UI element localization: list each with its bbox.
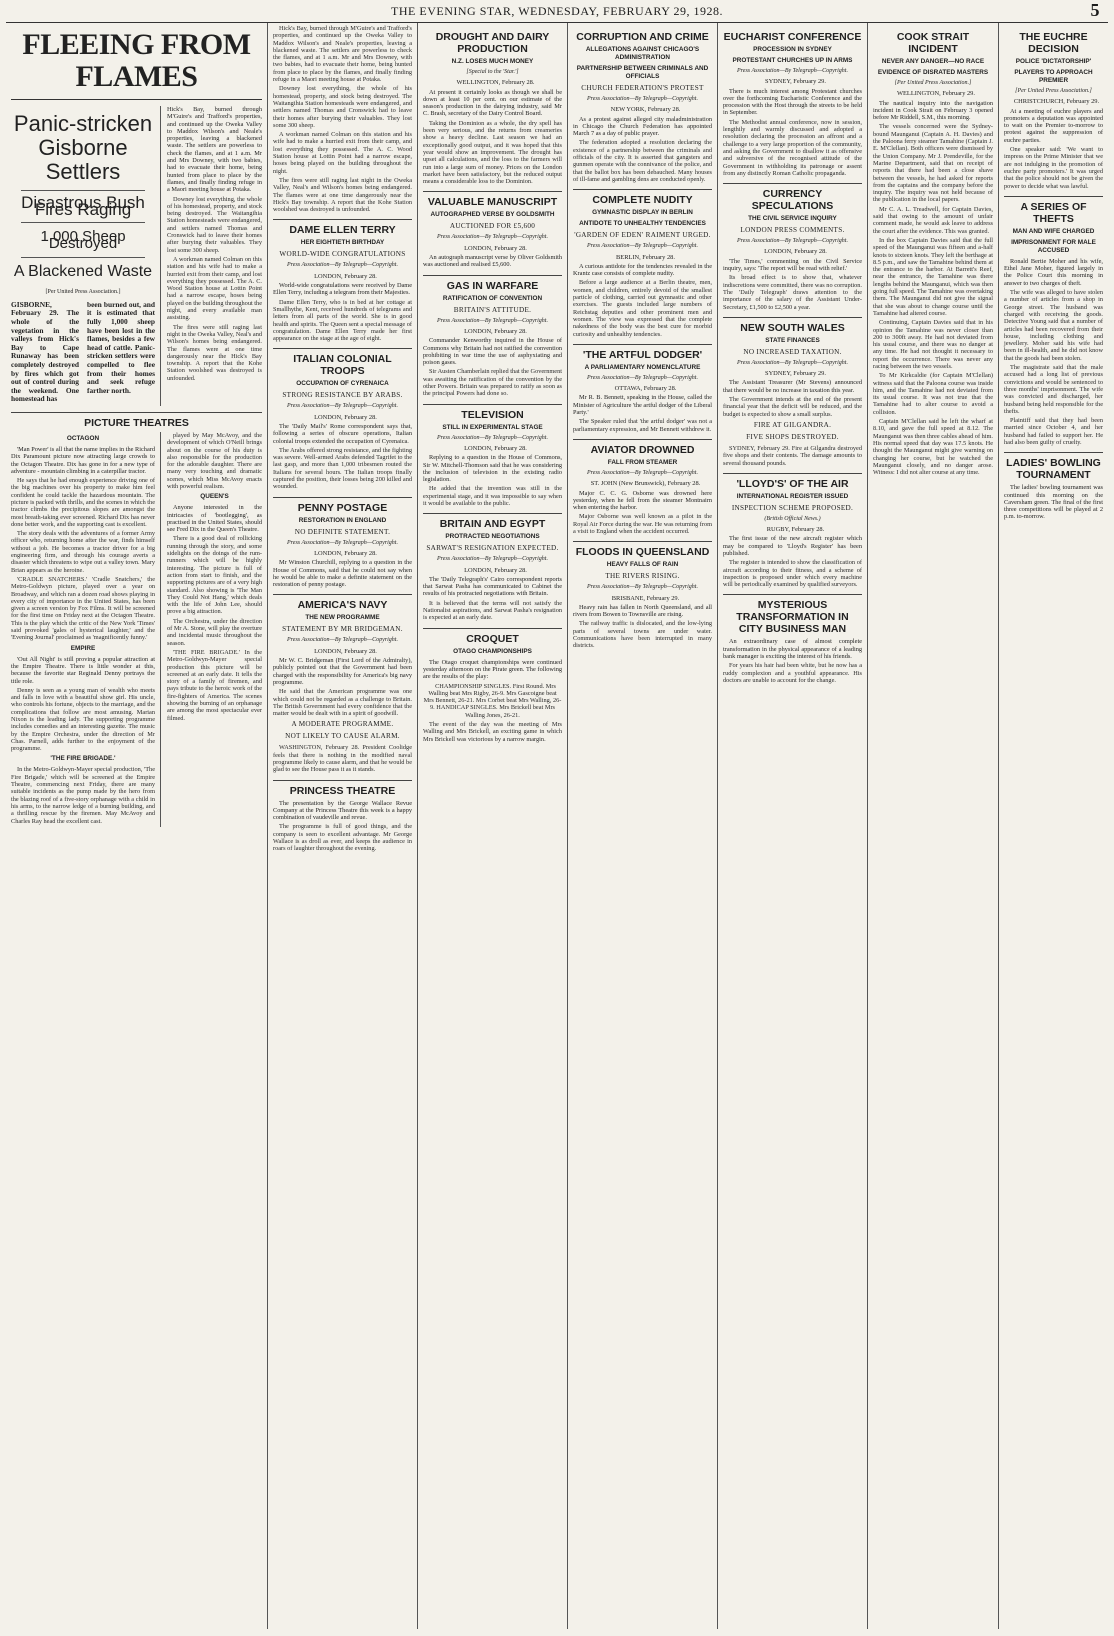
thefts-body: Ronald Bertie Moher and his wife, Ethel Jane Moher, figured largely in the Police Court this morning in answer to two charges of theft.	[1004, 257, 1103, 287]
princess-heading: PRINCESS THEATRE	[273, 780, 412, 797]
television-body: Replying to a question in the House of Commons, Sir W. Mitchell-Thomson said that he was considering the inclusion of television in the existing radio legislation.	[423, 454, 562, 484]
navy-body: Mr W. C. Bridgeman (First Lord of the Admiralty), publicly pointed out that the Government had been charged with the responsibility for America's big navy programme.	[273, 657, 412, 686]
navy-sub: THE NEW PROGRAMME	[305, 614, 380, 622]
dodger-body: Mr R. B. Bennett, speaking in the House, called the Minister of Agriculture 'the artful dodger of the Liberal Party.'	[573, 394, 712, 417]
nsw-sub2: NO INCREASED TAXATION.	[743, 347, 842, 356]
italian-body: The 'Daily Mail's' Rome correspondent says that, following a series of obscure operations, Italian colonial troops extended the occupation of Cyrenaica.	[273, 422, 412, 445]
navy-sub3: A MODERATE PROGRAMME.	[291, 720, 394, 729]
eucharist-heading: EUCHARIST CONFERENCE	[723, 31, 862, 43]
column-7: THE EUCHRE DECISION POLICE 'DICTATORSHIP' PLAYERS TO APPROACH PREMIER [Per United Press Association.] CHRISTCHURCH, February 29. At a meeting of euchre players and promoters a deputation was appointed to wait on the Premier to-morrow to protest against the suppression of euchre parties. One speaker said: 'We want to impress on the Prime Minister that we are not indulging in the promotion of euchre party promoters.' It was urged that the police should not be given the power to decide what was lawful. A SERIES OF THEFTS MAN AND WIFE CHARGED IMPRISONMENT FOR MALE ACCUSED Ronald Bertie Moher and his wife, Ethel Jane Moher, figured largely in the Police Court this morning in answer to two charges of theft. The wife was alleged to have stolen a number of articles from a shop in George street. The husband was charged with receiving the goods. Detective Young said that a number of articles had been recovered from their house, including clothing and jewellery. Moher said his wife had been in ill-health, and he did not know that the goods had been stolen. The magistrate said that the male accused had a long list of previous convictions and would be sentenced to three months' imprisonment. The wife was convicted and discharged, her husband being held responsible for the thefts. Plaintiff said that they had been married since October 4, and her husband had failed to support her. He had also been guilty of cruelty. LADIES' BOWLING TOURNAMENT The ladies' bowling tournament was continued this morning on the Caversham green. The final of the first three competitions will be played at 2 p.m. to-morrow.	[1004, 31, 1103, 521]
penny-sub2: NO DEFINITE STATEMENT.	[294, 527, 391, 536]
nudity-dateline: BERLIN, February 28.	[616, 253, 675, 261]
television-sub: STILL IN EXPERIMENTAL STAGE	[442, 423, 543, 431]
egypt-body: The 'Daily Telegraph's' Cairo correspondent reports that Sarwat Pasha has communicated to Cabinet the results of his protracted negotiations with Britain.	[423, 575, 562, 598]
euchre-sub2: PLAYERS TO APPROACH PREMIER	[1014, 69, 1093, 84]
penny-dateline: LONDON, February 28.	[314, 549, 377, 557]
gas-body: Commander Kenworthy inquired in the House of Commons why Britain had not ratified the convention prohibiting in war time the use of asphyxiating and poison gases.	[423, 337, 562, 367]
lloyds-sub2: INSPECTION SCHEME PROPOSED.	[731, 503, 854, 512]
corruption-sub2: PARTNERSHIP BETWEEN CRIMINALS AND OFFICIALS	[576, 65, 709, 80]
nsw-sub: STATE FINANCES	[765, 336, 820, 344]
mysterious-body: An extraordinary case of almost complete transformation in the physical appearance of a leading bank manager is exciting the interest of his friends.	[723, 638, 862, 661]
euchre-dateline: CHRISTCHURCH, February 29.	[1013, 98, 1100, 106]
terry-sub2: WORLD-WIDE CONGRATULATIONS	[279, 250, 406, 259]
column-fire-theatres: FLEEING FROM FLAMES Panic-stricken Gisborne Settlers Disastrous Bush Fires Raging 1,000 Sheep Destroyed A Blackened Waste [Per United Press Association.] GISBORNE, February 29. The whole of the vegetation in the valleys from Hick's Bay to Cape Runaway has been completely destroyed by fires which got out of control during the weekend. One homestead has been burned out, and it is estimated that fully 1,000 sheep have been lost in the flames, besides a few head of cattle. Panic-stricken settlers were compelled to flee from their homes and seek refuge farther north. Hick's Bay, burned through M'Guire's and Trafford's properties, and continued up the Oweka Valley to Maddox Wilson's and Neale's properties, leaving a blackened waste. The settlers are powerless to check the flames, and at 1 a.m. Mr and Mrs Downey, with two babies, had to evacuate their home, being hunted from place to place by the flames, and finally finding refuge in a Maori meeting house at Potaka. Downey lost everything, the whole of his homestead, property, and stock being destroyed. The Waitangihia Station homesteads were endangered, and settlers named Thomas and Cronswick had to leave their homes after burying their valuables. They lost some 300 sheep. A workman named Colman on this station and his wife had to make a hurried exit from their camp, and lost everything they possessed. The A. C. Wood Station house at Lottin Point had a narrow escape, hoses being played on the building throughout the night, and every available man assisting. The fires were still raging last night in the Oweka Valley, Neal's and Wilson's homes being endangered. The flames were at one time dangerously near the Hick's Bay township. A report that the Kohe Station woolshed was destroyed is unfounded. PICTURE THEATRES OCTAGON 'Man Power' is all that the name implies in the Richard Dix Paramount picture now attracting large crowds to the Octagon Theatre. Dix has gone in for a new type of adventure - mountain climbing in a caterpillar tractor. He says that he had enough experience driving one of the big machines over his property to make him feel confident he could tackle the hazardous mountain. The picture is packed with thrills, and the scenes in which the tractor climbs the precipitous slopes are amongst the most breath-taking ever screened. Richard Dix has never done better work, and the supporting cast is excellent. The story deals with the adventures of a former Army officer who, returning home after the war, finds himself without a job. He becomes a tractor driver for a big engineering firm, and through his courage averts a disaster which threatens to wipe out a valley town. Mary Brian appears as the heroine. 'CRADLE SNATCHERS.' 'Cradle Snatchers,' the Metro-Goldwyn picture, played over a year on Broadway, and which ran a dozen road shows playing in every city of importance in the United States, has been given a screen version by Fox Films. It will be screened for the first time on Friday next at the Octagon Theatre. This is the play which the critic of the New York 'Times' said provoked 'gales of hysterical laughter,' and the 'Evening Journal' proclaimed as 'magnificently funny.' EMPIRE 'Out All Night' is still proving a popular attraction at the Empire Theatre. There is little wonder at this, because the favorite star Reginald Denny portrays the title role. Denny is seen as a young man of wealth who meets and falls in love with a beautiful show girl. His uncle, who controls his fortune, objects to the marriage, and the complications that follow are most amusing. Marian Nixon is the leading lady. The supporting programme includes comedies and an interesting gazette. The music by the Empire Orchestra, under the direction of Mr Chas. Parnell, adds further to the enjoyment of the programme. 'THE FIRE BRIGADE.' In the Metro-Goldwyn-Mayer special production, 'The Fire Brigade,' which will be screened at the Empire Theatre, commencing next Friday, there are many suitable incidents as the pump made by the hero from the blazing roof of a five-story orphanage with a child in his arms, to the narrow ledge of a burning building, and a thrilling rescue by the firemen. May McAvoy and Charles Ray head the excellent cast. played by May McAvoy, and the development of which O'Neill brings about on the course of his duty is also responsible for the production for the adorable daughter. There are many very touching and dramatic scenes, which Miss McAvoy enacts with powerful realism. QUEEN'S Anyone interested in the intricacies of 'bootlegging', as practised in the United States, should see Fred Dix in the Queen's Theatre. There is a good deal of rollicking running through the story, and some sidelights on the doings of the rum-runners which will be highly interesting. The picture is full of action from start to finish, and the supporting pictures are of a very high standard. Also showing is 'The Man They Could Not Hang,' which deals with the life of John Lee, should prove a big attraction. The Orchestra, under the direction of Mr A. Stone, will play the overture and incidental music throughout the season. 'THE FIRE BRIGADE.' In the Metro-Goldwyn-Mayer special production this picture will be screened at an early date. It tells the story of a family of firemen, and pays tribute to the heroic work of the fire-fighters of America. The scenes showing the burning of an orphanage are among the most spectacular ever filmed.	[6, 23, 268, 1629]
terry-heading: DAME ELLEN TERRY	[273, 219, 412, 236]
euchre-heading: THE EUCHRE DECISION	[1019, 31, 1088, 55]
floods-dateline: BRISBANE, February 29.	[611, 594, 680, 602]
eucharist-sub: PROCESSION IN SYDNEY	[753, 46, 832, 53]
cook-dateline: WELLINGTON, February 29.	[897, 90, 975, 98]
egypt-sub: PROTRACTED NEGOTIATIONS	[445, 533, 540, 541]
manuscript-sub2: AUCTIONED FOR £5,600	[449, 222, 536, 231]
theatre-empire: EMPIRE	[70, 644, 96, 652]
fire-deck-1: Panic-stricken Gisborne Settlers	[13, 111, 153, 184]
main-headline: FLEEING FROM FLAMES	[11, 29, 262, 100]
italian-dateline: LONDON, February 28.	[314, 413, 377, 421]
page-number: 5	[1090, 0, 1100, 20]
masthead-title: THE EVENING STAR, WEDNESDAY, FEBRUARY 29, 1928.	[391, 4, 723, 18]
italian-heading: ITALIAN COLONIAL TROOPS	[273, 348, 412, 377]
fire-deck-4: A Blackened Waste	[13, 263, 153, 281]
nudity-sub2: ANTIDOTE TO UNHEALTHY TENDENCIES	[579, 220, 706, 228]
egypt-dateline: LONDON, February 28.	[464, 566, 527, 574]
gas-sub: RATIFICATION OF CONVENTION	[442, 294, 543, 302]
nsw-fire-sub: FIVE SHOPS DESTROYED.	[746, 432, 839, 441]
column-3: DROUGHT AND DAIRY PRODUCTION N.Z. LOSES MUCH MONEY [Special to the 'Star.'] WELLINGTON, February 28. At present it certainly looks as though we shall be down at least 10 per cent. on our estimate of the season's production in the dairying industry, said Mr C. Brash, secretary of the Dairy Control Board. Taking the Dominion as a whole, the dry spell has been very serious, and the returns from creameries show a heavy decline. Last season we had an exceptionally good output, and it was hoped that this year would show an improvement. The drought has upset all calculations, and the loss to the farmers will run into a large sum of money. Prices on the London market have been satisfactory, but the reduced output means a considerable loss to the Dominion. VALUABLE MANUSCRIPT AUTOGRAPHED VERSE BY GOLDSMITH AUCTIONED FOR £5,600 Press Association—By Telegraph—Copyright. LONDON, February 28. An autograph manuscript verse by Oliver Goldsmith was auctioned and realised £5,600. GAS IN WARFARE RATIFICATION OF CONVENTION BRITAIN'S ATTITUDE. Press Association—By Telegraph—Copyright. LONDON, February 28. Commander Kenworthy inquired in the House of Commons why Britain had not ratified the convention prohibiting in war time the use of asphyxiating and poison gases. Sir Austen Chamberlain replied that the Government was awaiting the ratification of the convention by the other Powers. Britain was prepared to ratify as soon as the principal Powers had done so. TELEVISION STILL IN EXPERIMENTAL STAGE Press Association—By Telegraph—Copyright. LONDON, February 28. Replying to a question in the House of Commons, Sir W. Mitchell-Thomson said that he was considering the inclusion of television in the existing radio legislation. He added that the invention was still in the experimental stage, and it was impossible to say when it would be available to the public. BRITAIN AND EGYPT PROTRACTED NEGOTIATIONS SARWAT'S RESIGNATION EXPECTED. Press Association—By Telegraph—Copyright. LONDON, February 28. The 'Daily Telegraph's' Cairo correspondent reports that Sarwat Pasha has communicated to Cabinet the results of his protracted negotiations with Britain. It is believed that the terms will not satisfy the Nationalist aspirations, and Sarwat Pasha's resignation is expected at an early date. CROQUET OTAGO CHAMPIONSHIPS The Otago croquet championships were continued yesterday afternoon on the Pirate green. The following are the results of the play: CHAMPIONSHIP SINGLES. First Round. Mrs Walling beat Mrs Rigby, 26-9. Mrs Gascoigne beat Mrs Bennett, 26-21. Mrs Corbet beat Mrs Walling, 26-9. HANDICAP SINGLES. Mrs Brickell beat Mrs Walling Jones, 26-21. The event of the day was the meeting of Mrs Walling and Mrs Brickell, an exciting game in which Mrs Brickell was victorious by a narrow margin.	[418, 23, 568, 1629]
television-heading: TELEVISION	[423, 404, 562, 421]
nudity-body: A curious antidote for the tendencies revealed in the Krantz case consists of complete nudity.	[573, 262, 712, 278]
masthead	[6, 0, 1108, 23]
corruption-sub: ALLEGATIONS AGAINST CHICAGO'S ADMINISTRATION	[585, 46, 700, 61]
croquet-heading: CROQUET	[423, 628, 562, 645]
dodger-heading: 'THE ARTFUL DODGER'	[573, 344, 712, 361]
currency-sub2: LONDON PRESS COMMENTS.	[740, 226, 845, 235]
dodger-sub: A PARLIAMENTARY NOMENCLATURE	[584, 363, 701, 371]
cook-sub2: EVIDENCE OF DISRATED MASTERS	[877, 69, 989, 76]
egypt-sub2: SARWAT'S RESIGNATION EXPECTED.	[426, 544, 559, 553]
gas-dateline: LONDON, February 28.	[464, 327, 527, 335]
mysterious-heading: MYSTERIOUS TRANSFORMATION IN CITY BUSINESS MAN	[723, 594, 862, 635]
column-2: Hick's Bay, burned through M'Guire's and Trafford's properties, and continued up the Oweka Valley to Maddox Wilson's and Neale's properties, leaving a blackened waste. The settlers are powerless to check the flames, and at 1 a.m. Mr and Mrs Downey, with two babies, had to evacuate their home, being hunted from place to place by the flames, and finally finding refuge in a Maori meeting house at Potaka. Downey lost everything, the whole of his homestead, property, and stock being destroyed. The Waitangihia Station homesteads were endangered, and settlers named Thomas and Cronswick had to leave their homes after burying their valuables. They lost some 300 sheep. A workman named Colman on this station and his wife had to make a hurried exit from their camp, and lost everything they possessed. The A. C. Wood Station house at Lottin Point had a narrow escape, hoses being played on the building throughout the night. The fires were still raging last night in the Oweka Valley, Neal's and Wilson's homes being endangered. The flames were at one time dangerously near the Hick's Bay township. A report that the Kohe Station woolshed was destroyed is unfounded. DAME ELLEN TERRY HER EIGHTIETH BIRTHDAY WORLD-WIDE CONGRATULATIONS Press Association—By Telegraph—Copyright. LONDON, February 28. World-wide congratulations were received by Dame Ellen Terry, including a telegram from their Majesties. Dame Ellen Terry, who is in bed at her cottage at Smallhythe, Kent, received hundreds of telegrams and letters from all parts of the world. She is in good health and spirits. The Queen sent a special message of congratulation. Dame Ellen Terry made her first appearance on the stage at the age of eight. ITALIAN COLONIAL TROOPS OCCUPATION OF CYRENAICA STRONG RESISTANCE BY ARABS. Press Association—By Telegraph—Copyright. LONDON, February 28. The 'Daily Mail's' Rome correspondent says that, following a series of obscure operations, Italian colonial troops extended the occupation of Cyrenaica. The Arabs offered strong resistance, and the fighting was severe. Well-armed Arabs defended Tagrifet to the last gasp, and more than 1,000 tribesmen routed the Italians for several hours. The Italian troops finally captured the position, their losses being 200 killed and wounded. PENNY POSTAGE RESTORATION IN ENGLAND NO DEFINITE STATEMENT. Press Association—By Telegraph—Copyright. LONDON, February 28. Mr Winston Churchill, replying to a question in the House of Commons, said that he could not say when he would be able to make a definite statement on the restoration of penny postage. AMERICA'S NAVY THE NEW PROGRAMME STATEMENT BY MR BRIDGEMAN. Press Association—By Telegraph—Copyright. LONDON, February 28. Mr W. C. Bridgeman (First Lord of the Admiralty), publicly pointed out that the Government had been charged with the responsibility for America's big navy programme. He said that the American programme was one which could not be regarded as a challenge to Britain. The British Government had every confidence that the matter would be dealt with in a spirit of goodwill. A MODERATE PROGRAMME. NOT LIKELY TO CAUSE ALARM. WASHINGTON, February 28. President Coolidge feels that there is nothing in the modified naval programme likely to cause alarm, and that he would be glad to see the House pass it as it stands. PRINCESS THEATRE The presentation by the George Wallace Revue Company at the Princess Theatre this week is a happy combination of vaudeville and revue. The programme is full of good things, and the company is seen to excellent advantage. Mr George Wallace is as droll as ever, and keeps the audience in roars of laughter throughout the evening.	[268, 23, 418, 1629]
fire-body: Hick's Bay, burned through M'Guire's and Trafford's properties, and continued up the Oweka Valley to Maddox Wilson's and Neale's properties, leaving a blackened waste. The settlers are powerless to check the flames, and at 1 a.m. Mr and Mrs Downey, with two babies, had to evacuate their home, being hunted from place to place by the flames, and finally finding refuge in a Maori meeting house at Potaka.	[167, 106, 262, 194]
terry-body: World-wide congratulations were received by Dame Ellen Terry, including a telegram from their Majesties.	[273, 282, 412, 297]
theatre-queens: QUEEN'S	[200, 493, 229, 501]
nsw-heading: NEW SOUTH WALES	[723, 317, 862, 334]
manuscript-heading: VALUABLE MANUSCRIPT	[423, 191, 562, 208]
princess-body: The presentation by the George Wallace Revue Company at the Princess Theatre this week is a happy combination of vaudeville and revue.	[273, 799, 412, 822]
floods-body: Heavy rain has fallen in North Queensland, and all rivers from Bowen to Townsville are rising.	[573, 603, 712, 619]
column-4: CORRUPTION AND CRIME ALLEGATIONS AGAINST CHICAGO'S ADMINISTRATION PARTNERSHIP BETWEEN CRIMINALS AND OFFICIALS CHURCH FEDERATION'S PROTEST Press Association—By Telegraph—Copyright. NEW YORK, February 28. As a protest against alleged city maladministration in Chicago the Church Federation has appointed March 7 as a day of public prayer. The federation adopted a resolution declaring the existence of a partnership between the criminals and officials of the city. It is asserted that gangsters and gunmen operate with the connivance of the police, and that the ballot box has been debauched. Many houses of ill-fame and gambling dens are conducted openly. COMPLETE NUDITY GYMNASTIC DISPLAY IN BERLIN ANTIDOTE TO UNHEALTHY TENDENCIES 'GARDEN OF EDEN' RAIMENT URGED. Press Association—By Telegraph—Copyright. BERLIN, February 28. A curious antidote for the tendencies revealed in the Krantz case consists of complete nudity. Before a large audience at a Berlin theatre, men, women, and children, entirely devoid of the smallest particle of clothing, carried out gymnastic and other exercises. The guests included large numbers of Reichstag deputies and other prominent men and women. The view was expressed that the complete nakedness of the body was the best cure for morbid curiosity and unhealthy tendencies. 'THE ARTFUL DODGER' A PARLIAMENTARY NOMENCLATURE Press Association—By Telegraph—Copyright. OTTAWA, February 28. Mr R. B. Bennett, speaking in the House, called the Minister of Agriculture 'the artful dodger of the Liberal Party.' The Speaker ruled that 'the artful dodger' was not a parliamentary expression, and Mr Bennett withdrew it. AVIATOR DROWNED FALL FROM STEAMER Press Association—By Telegraph—Copyright. ST. JOHN (New Brunswick), February 28. Major C. C. G. Osborne was drowned here yesterday, when he fell from the steamer Montnairn when entering the harbor. Major Osborne was well known as a pilot in the Royal Air Force during the war. He was returning from a visit to England when the accident occurred. FLOODS IN QUEENSLAND HEAVY FALLS OF RAIN THE RIVERS RISING. Press Association—By Telegraph—Copyright. BRISBANE, February 29. Heavy rain has fallen in North Queensland, and all rivers from Bowen to Townsville are rising. The railway traffic is dislocated, and the low-lying parts of several towns are under water. Communications have been interrupted in many districts.	[568, 23, 718, 1629]
gas-sub2: BRITAIN'S ATTITUDE.	[453, 305, 532, 314]
manuscript-dateline: LONDON, February 28.	[464, 244, 527, 252]
navy-sub2: STATEMENT BY MR BRIDGEMAN.	[282, 625, 403, 634]
theatres-heading: PICTURE THEATRES	[11, 412, 262, 429]
fire-lead-right: been burned out, and it is estimated that fully 1,000 sheep have been lost in the flames, besides a few head of cattle. Panic-stricken settlers were compelled to flee from their homes and seek refuge farther north.	[87, 299, 155, 395]
floods-sub: HEAVY FALLS OF RAIN	[606, 561, 679, 569]
cook-sub: NEVER ANY DANGER—NO RACE	[881, 58, 985, 65]
drought-dateline: WELLINGTON, February 28.	[456, 79, 535, 87]
nudity-heading: COMPLETE NUDITY	[573, 189, 712, 206]
currency-dateline: LONDON, February 28.	[764, 248, 827, 256]
empire-body: 'Out All Night' is still proving a popular attraction at the Empire Theatre. There is little wonder at this, because the favorite star Reginald Denny portrays the title role.	[11, 655, 155, 685]
drought-heading: DROUGHT AND DAIRY PRODUCTION	[435, 31, 550, 55]
lloyds-body: The first issue of the new aircraft register which may be compared to 'Lloyd's Register' has been published.	[723, 535, 862, 557]
navy-dateline: LONDON, February 28.	[314, 647, 377, 655]
navy-heading: AMERICA'S NAVY	[273, 594, 412, 611]
nsw-body: The Assistant Treasurer (Mr Stevens) announced that there would be no increase in taxation this year.	[723, 379, 862, 394]
italian-sub: OCCUPATION OF CYRENAICA	[296, 380, 389, 388]
thefts-heading: A SERIES OF THEFTS	[1004, 196, 1103, 225]
corruption-sub3: CHURCH FEDERATION'S PROTEST	[581, 84, 704, 92]
column-6: COOK STRAIT INCIDENT NEVER ANY DANGER—NO RACE EVIDENCE OF DISRATED MASTERS [Per United Press Association.] WELLINGTON, February 29. The nautical inquiry into the navigation incident in Cook Strait on February 3 opened before Mr Riddell, S.M., this morning. The vessels concerned were the Sydney-bound Maunganui (Captain A. H. Davies) and the Paloona ferry steamer Tamahine (Captain J. E. M'Clellan). Both officers were dismissed by the Union Company. Mr J. Prendeville, for the Marine Department, said that on receipt of reports that there had been a close shave between the vessels, he had asked for reports from the captains and the company before the inquiry. The inquiry was not held because of the publication in the local papers. Mr C. A. L. Treadwell, for Captain Davies, said that owing to the amount of unfair comment made, he would ask leave to address the court after the evidence. This was granted. In the box Captain Davies said that the full speed of the Maunganui was fifteen and a-half knots to sixteen knots. They left the berthage at 8.5 p.m., and saw the Tamahine behind them at the entrance to the harbor. At Barrett's Reef, near the entrance, the Tamahine was there lengths behind the Maunganui, which was then going full speed. The Tamahine was overtaking them. The Maunganui did not give the signal that she was about to change course until the Tamahine had altered course. Continuing, Captain Davies said that in his opinion the Tamahine was never closer than 200 to 300ft away. He had not deviated from his usual course, and there was no danger at any time. He had not thought it necessary to report the occurrence. There was never any racing between the two vessels. To Mr Kirkcaldie (for Captain M'Clellan) witness said that the Paloona course was inside him, and the Tamahine had not deviated from its usual course. It was not true that the Tamahine had to alter course to avoid a collision. Captain M'Clellan said he left the wharf at 8.10, and gave the full speed at 8.12. The Maunganui was then three cables ahead of him. His normal speed that day was 17.5 knots. He thought the Maunganui might give warning on changing her course, but he watched the Maunganui closely, and no danger arose. Witness: I did not alter course at any time.	[868, 23, 999, 1629]
navy-sub4: NOT LIKELY TO CAUSE ALARM.	[285, 732, 400, 741]
bowling-body: The ladies' bowling tournament was continued this morning on the Caversham green. The final of the first three competitions will be played at 2 p.m. to-morrow.	[1004, 484, 1103, 521]
penny-sub: RESTORATION IN ENGLAND	[298, 516, 387, 524]
egypt-heading: BRITAIN AND EGYPT	[423, 513, 562, 530]
queens-body: Anyone interested in the intricacies of 'bootlegging', as practised in the United States, should see Fred Dix in the Queen's Theatre.	[167, 504, 262, 534]
terry-sub: HER EIGHTIETH BIRTHDAY	[300, 239, 385, 247]
column-5: EUCHARIST CONFERENCE PROCESSION IN SYDNEY PROTESTANT CHURCHES UP IN ARMS Press Association—By Telegraph—Copyright. SYDNEY, February 29. There is much interest among Protestant churches over the forthcoming Eucharistic Conference and the procession with the Host through the streets to be held in September. The Methodist annual conference, now in session, lengthily and warmly discussed and adopted a resolution declaring the procession an affront and a challenge to a very large proportion of the community, and asking the Government to disallow it as offensive and subversive of the recognised attitude of the Government in withholding its patronage or assent from any distinctly Roman Catholic propaganda. CURRENCY SPECULATIONS THE CIVIL SERVICE INQUIRY LONDON PRESS COMMENTS. Press Association—By Telegraph—Copyright. LONDON, February 28. 'The Times,' commenting on the Civil Service inquiry, says: 'The report will be read with relief.' Its broad effect is to show that, whatever indiscretions were committed, there was no corruption. The 'Daily Telegraph' draws attention to the importance of the salary of the Assistant Under-Secretary, £1,500 to £2,500 a year. NEW SOUTH WALES STATE FINANCES NO INCREASED TAXATION. Press Association—By Telegraph—Copyright. SYDNEY, February 29. The Assistant Treasurer (Mr Stevens) announced that there would be no increase in taxation this year. The Government intends at the end of the present financial year that the deficit will be reduced, and the budget is expected to show a small surplus. FIRE AT GILGANDRA. FIVE SHOPS DESTROYED. SYDNEY, February 29. Fire at Gilgandra destroyed five shops and their contents. The damage amounts to several thousand pounds. 'LLOYD'S' OF THE AIR INTERNATIONAL REGISTER ISSUED INSPECTION SCHEME PROPOSED. (British Official News.) RUGBY, February 28. The first issue of the new aircraft register which may be compared to 'Lloyd's Register' has been published. The register is intended to show the classification of aircraft according to their fitness, and a scheme of inspection is proposed under which every machine will be periodically examined by qualified surveyors. MYSTERIOUS TRANSFORMATION IN CITY BUSINESS MAN An extraordinary case of almost complete transformation in the physical appearance of a leading bank manager is exciting the interest of his friends. For years his hair had been white, but he now has a ruddy complexion and a youthful appearance. His doctors are unable to account for the change.	[718, 23, 868, 1629]
currency-heading: CURRENCY SPECULATIONS	[723, 183, 862, 212]
thefts-sub: MAN AND WIFE CHARGED	[1012, 227, 1095, 235]
cook-credit: [Per United Press Association.]	[894, 80, 972, 86]
nudity-sub3: 'GARDEN OF EDEN' RAIMENT URGED.	[574, 231, 711, 240]
currency-body: 'The Times,' commenting on the Civil Service inquiry, says: 'The report will be read with relief.'	[723, 257, 862, 273]
fire-deck-2: Disastrous Bush Fires Raging	[21, 193, 145, 220]
euchre-credit: [Per United Press Association.]	[1015, 88, 1092, 94]
floods-heading: FLOODS IN QUEENSLAND	[573, 541, 712, 558]
penny-body: Mr Winston Churchill, replying to a question in the House of Commons, said that he could not say when he would be able to make a definite statement on the restoration of penny postage.	[273, 559, 412, 589]
lloyds-dateline: RUGBY, February 28.	[766, 526, 825, 534]
fire-credit: [Per United Press Association.]	[45, 289, 121, 296]
currency-sub: THE CIVIL SERVICE INQUIRY	[748, 215, 837, 223]
drought-credit: [Special to the 'Star.']	[466, 69, 519, 75]
aviator-body: Major C. C. G. Osborne was drowned here yesterday, when he fell from the steamer Montnairn when entering the harbor.	[573, 489, 712, 512]
eucharist-body: There is much interest among Protestant churches over the forthcoming Eucharistic Conference and the procession with the Host through the streets to be held in September.	[723, 87, 862, 117]
floods-sub2: THE RIVERS RISING.	[605, 572, 680, 581]
thefts-sub2: IMPRISONMENT FOR MALE ACCUSED	[1011, 238, 1096, 254]
eucharist-dateline: SYDNEY, February 29.	[765, 78, 826, 86]
manuscript-body: An autograph manuscript verse by Oliver Goldsmith was auctioned and realised £5,600.	[423, 254, 562, 269]
croquet-sub: OTAGO CHAMPIONSHIPS	[453, 647, 532, 655]
euchre-body: At a meeting of euchre players and promoters a deputation was appointed to wait on the Premier to-morrow to protest against the suppression of euchre parties.	[1004, 107, 1103, 144]
gas-heading: GAS IN WARFARE	[423, 275, 562, 292]
dodger-dateline: OTTAWA, February 28.	[614, 385, 677, 393]
aviator-heading: AVIATOR DROWNED	[573, 439, 712, 456]
croquet-body: The Otago croquet championships were continued yesterday afternoon on the Pirate green. The following are the results of the play:	[423, 658, 562, 681]
corruption-heading: CORRUPTION AND CRIME	[576, 31, 709, 43]
manuscript-sub: AUTOGRAPHED VERSE BY GOLDSMITH	[430, 211, 555, 219]
cook-body: The nautical inquiry into the navigation incident in Cook Strait on February 3 opened before Mr Riddell, S.M., this morning.	[873, 99, 993, 122]
nsw-dateline: SYDNEY, February 29.	[765, 370, 826, 378]
euchre-sub: POLICE 'DICTATORSHIP'	[1015, 58, 1092, 65]
terry-dateline: LONDON, February 28.	[314, 272, 377, 280]
drought-sub: N.Z. LOSES MUCH MONEY	[451, 58, 534, 65]
lloyds-heading: 'LLOYD'S' OF THE AIR	[723, 473, 862, 490]
octagon-body: 'Man Power' is all that the name implies in the Richard Dix Paramount picture now attracting large crowds to the Octagon Theatre. Dix has gone in for a new type of adventure - mountain climbing in a caterpillar tractor.	[11, 445, 155, 475]
nsw-fire-head: FIRE AT GILGANDRA.	[753, 420, 832, 429]
fire-deck-3: 1,000 Sheep Destroyed	[40, 227, 126, 252]
bowling-heading: LADIES' BOWLING TOURNAMENT	[1004, 452, 1103, 481]
aviator-dateline: ST. JOHN (New Brunswick), February 28.	[590, 480, 701, 488]
cook-heading: COOK STRAIT INCIDENT	[896, 31, 970, 55]
lloyds-sub: INTERNATIONAL REGISTER ISSUED	[736, 492, 849, 500]
nudity-sub: GYMNASTIC DISPLAY IN BERLIN	[592, 209, 693, 217]
theatre-fire-brigade: 'THE FIRE BRIGADE.'	[50, 755, 116, 763]
television-dateline: LONDON, February 28.	[464, 444, 527, 452]
eucharist-sub2: PROTESTANT CHURCHES UP IN ARMS	[732, 57, 853, 64]
theatre-octagon: OCTAGON	[66, 434, 100, 442]
corruption-dateline: NEW YORK, February 28.	[610, 106, 681, 114]
fire-lead-left: GISBORNE, February 29. The whole of the vegetation in the valleys from Hick's Bay to Cape Runaway has been completely destroyed by fires which got out of control during the weekend. One homestead has	[11, 299, 79, 404]
penny-heading: PENNY POSTAGE	[273, 497, 412, 514]
corruption-body: As a protest against alleged city maladministration in Chicago the Church Federation has appointed March 7 as a day of public prayer.	[573, 115, 712, 138]
italian-sub2: STRONG RESISTANCE BY ARABS.	[282, 391, 403, 400]
drought-body: At present it certainly looks as though we shall be down at least 10 per cent. on our estimate of the season's production in the dairying industry, said Mr C. Brash, secretary of the Dairy Control Board.	[423, 88, 562, 118]
aviator-sub: FALL FROM STEAMER	[607, 458, 678, 466]
